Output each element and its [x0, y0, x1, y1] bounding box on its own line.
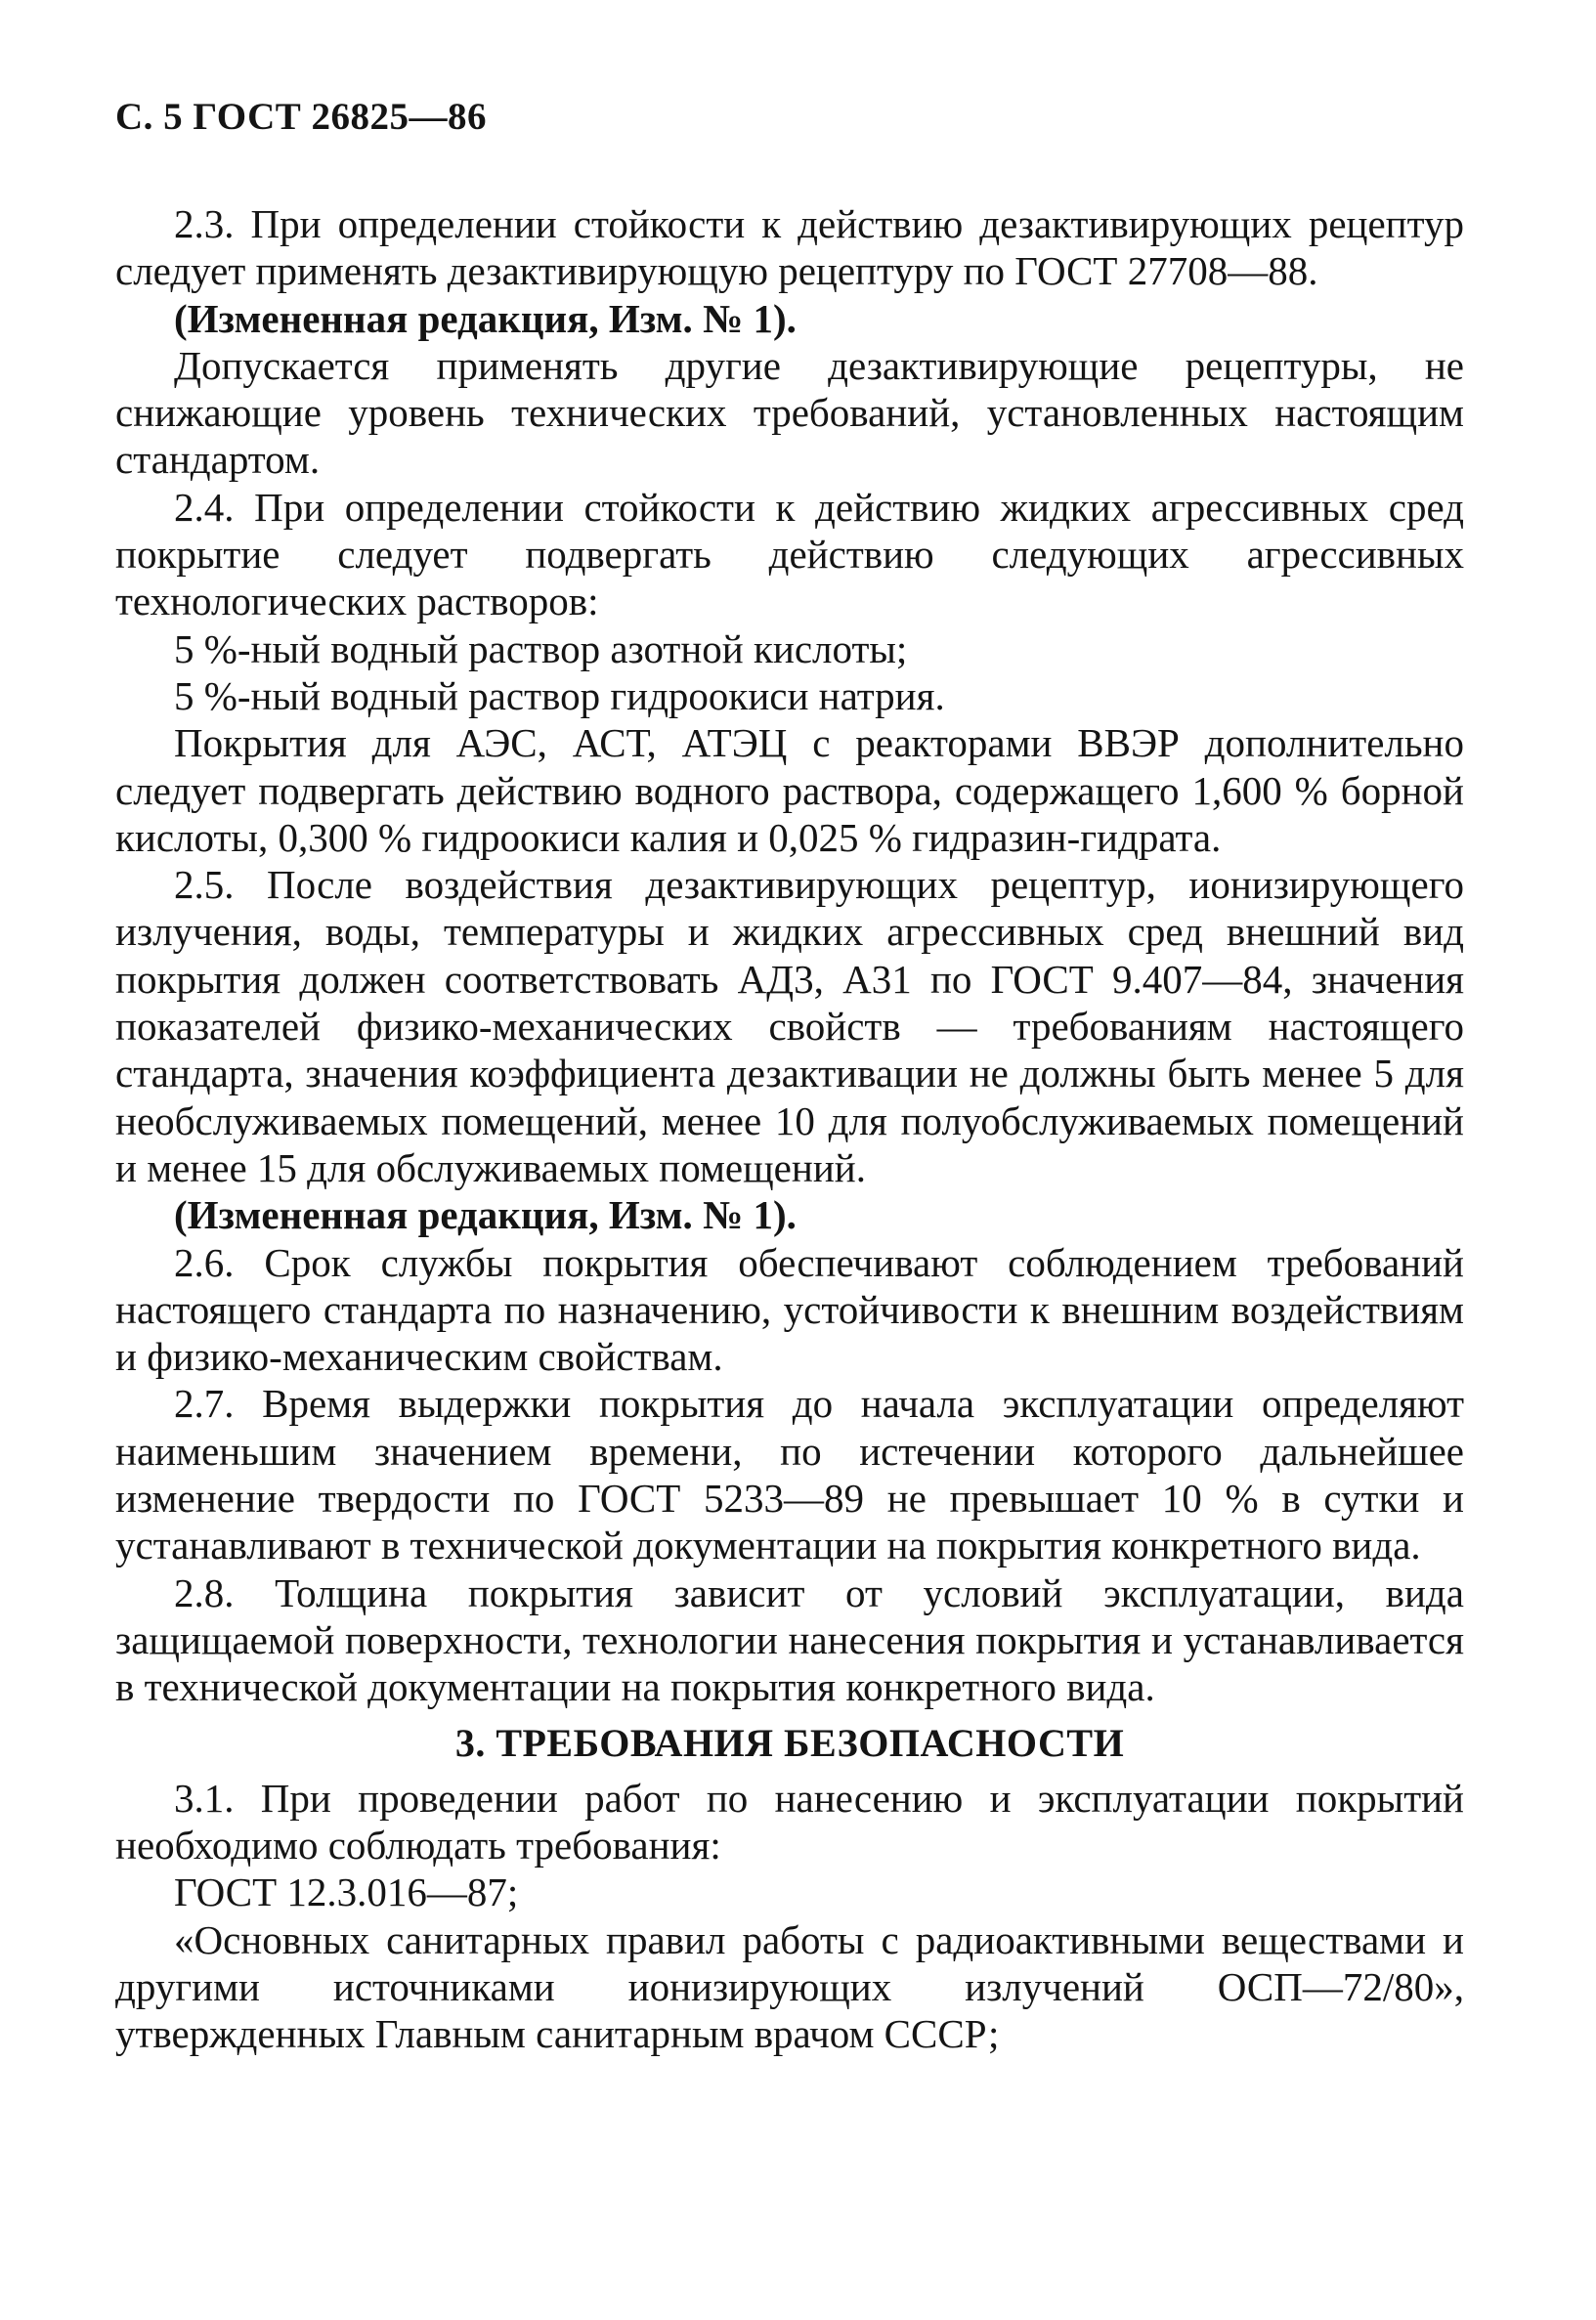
paragraph-2-8: 2.8. Толщина покрытия зависит от условий эксплуатации, вида защищаемой поверхности, технологии нанесения покрытия и устанавливается в технической документации на покрытия конкретного вида. — [115, 1569, 1464, 1710]
paragraph-3-1: 3.1. При проведении работ по нанесению и эксплуатации покрытий необходимо соблюдать требования: — [115, 1775, 1464, 1869]
list-item-gost-12-3-016: ГОСТ 12.3.016—87; — [174, 1869, 519, 1915]
document-page — [115, 98, 1464, 2058]
paragraph-2-4: 2.4. При определении стойкости к действию жидких агрессивных сред покрытие следует подвергать действию следующих агрессивных технологических растворов: — [115, 484, 1464, 624]
paragraph-2-6: 2.6. Срок службы покрытия обеспечивают соблюдением требований настоящего стандарта по назначению, устойчивости к внешним воздействиям и физико-механическим свойствам. — [115, 1239, 1464, 1380]
page-header: С. 5 ГОСТ 26825—86 — [115, 96, 487, 138]
paragraph-2-4-vver: Покрытия для АЭС, АСТ, АТЭЦ с реакторами ВВЭР дополнительно следует подвергать действию водного раствора, содержащего 1,600 % борной кислоты, 0,300 % гидроокиси калия и 0,025 % гидразин-гидрата. — [115, 720, 1464, 860]
section-title: 3. ТРЕБОВАНИЯ БЕЗОПАСНОСТИ — [454, 1720, 1125, 1765]
paragraph-2-3: 2.3. При определении стойкости к действию дезактивирующих рецептур следует применять дезактивирующую рецептуру по ГОСТ 27708—88. — [115, 201, 1464, 294]
list-item-nitric-acid: 5 %-ный водный раствор азотной кислоты; — [174, 625, 908, 671]
paragraph-2-3-allowance: Допускается применять другие дезактивирующие рецептуры, не снижающие уровень технических требований, установленных настоящим стандартом. — [115, 342, 1464, 483]
paragraph-2-5: 2.5. После воздействия дезактивирующих рецептур, ионизирующего излучения, воды, температуры и жидких агрессивных сред внешний вид покрытия должен соответствовать АД3, А31 по ГОСТ 9.407—84, значения показателей физико-механических свойств — требованиям настоящего стандарта, значения коэффициента дезактивации не должны быть менее 5 для необслуживаемых помещений, менее 10 для полуобслуживаемых помещений и менее 15 для обслуживаемых помещений. — [115, 862, 1464, 1190]
list-item-osp-72-80: «Основных санитарных правил работы с радиоактивными веществами и другими источниками ионизирующих излучений ОСП—72/80», утвержденных Главным санитарным врачом СССР; — [115, 1916, 1464, 2057]
list-item-sodium-hydroxide: 5 %-ный водный раствор гидроокиси натрия. — [174, 672, 945, 718]
amendment-note: (Измененная редакция, Изм. № 1). — [174, 295, 797, 341]
amendment-note: (Измененная редакция, Изм. № 1). — [174, 1192, 797, 1238]
paragraph-2-7: 2.7. Время выдержки покрытия до начала эксплуатации определяют наименьшим значением времени, по истечении которого дальнейшее изменение твердости по ГОСТ 5233—89 не превышает 10 % в сутки и устанавливают в технической документации на покрытия конкретного вида. — [115, 1381, 1464, 1568]
document-body — [115, 200, 1464, 2058]
